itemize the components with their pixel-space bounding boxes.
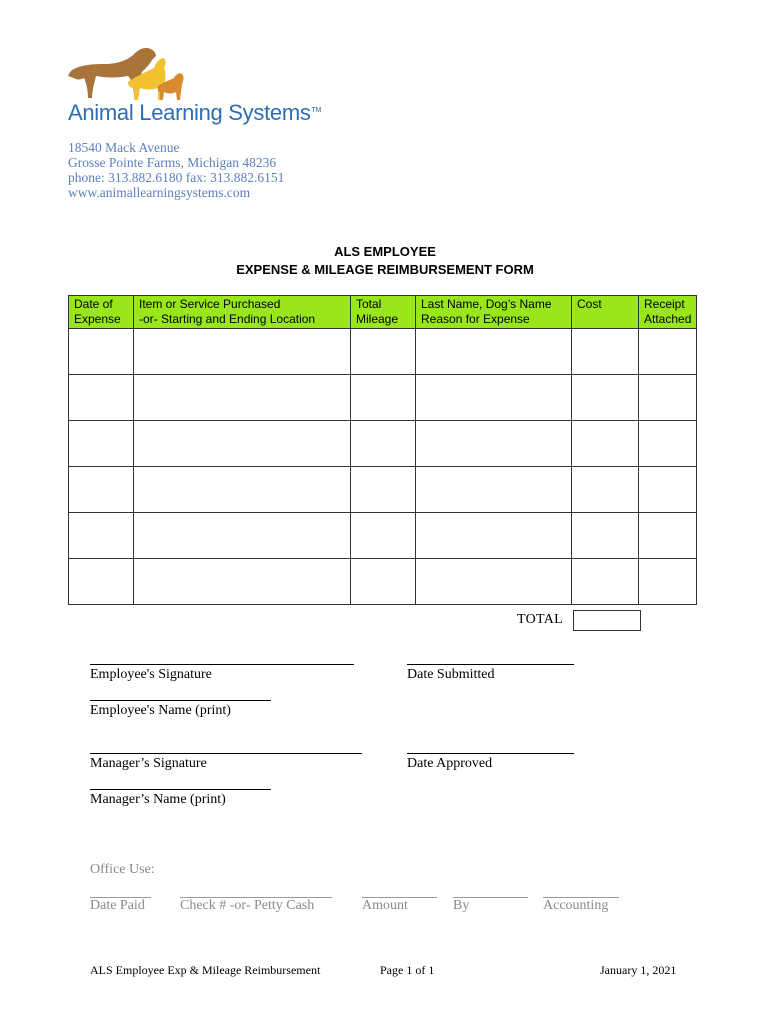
expense-table [68, 295, 697, 605]
form-title-line2: EXPENSE & MILEAGE REIMBURSEMENT FORM [236, 262, 534, 277]
brand-name [68, 100, 321, 126]
cell-item[interactable] [134, 375, 351, 421]
trademark: TM [311, 106, 322, 114]
cell-reason[interactable] [416, 421, 572, 467]
table-row [69, 421, 697, 467]
cell-cost[interactable] [572, 559, 639, 605]
table-row [69, 467, 697, 513]
cell-item[interactable] [134, 421, 351, 467]
check-petty-cash-label: Check # -or- Petty Cash [180, 898, 315, 913]
manager-name-line[interactable] [90, 789, 271, 790]
manager-signature-label: Manager’s Signature [90, 756, 207, 771]
manager-signature-line[interactable] [90, 753, 362, 754]
cell-cost[interactable] [572, 375, 639, 421]
cell-item[interactable] [134, 513, 351, 559]
address-city: Grosse Pointe Farms, Michigan 48236 [68, 155, 277, 170]
cell-receipt[interactable] [639, 421, 697, 467]
cell-date[interactable] [69, 421, 134, 467]
cell-mileage[interactable] [351, 559, 416, 605]
date-approved-label: Date Approved [407, 756, 493, 771]
employee-signature-label: Employee's Signature [90, 667, 212, 682]
cell-mileage[interactable] [351, 421, 416, 467]
cell-reason[interactable] [416, 513, 572, 559]
total-field[interactable] [573, 610, 641, 631]
employee-signature-line[interactable] [90, 664, 354, 665]
form-title-line1: ALS EMPLOYEE [334, 244, 436, 259]
cell-date[interactable] [69, 513, 134, 559]
cell-receipt[interactable] [639, 559, 697, 605]
cell-cost[interactable] [572, 467, 639, 513]
amount-label: Amount [362, 898, 408, 913]
cell-receipt[interactable] [639, 467, 697, 513]
table-row [69, 375, 697, 421]
accounting-label: Accounting [543, 898, 609, 913]
header-item: Item or Service Purchased -or- Starting and Ending Location [134, 296, 351, 329]
table-row [69, 559, 697, 605]
cell-mileage[interactable] [351, 375, 416, 421]
footer-date: January 1, 2021 [600, 963, 677, 977]
office-use-heading: Office Use: [90, 862, 155, 877]
date-submitted-line[interactable] [407, 664, 574, 665]
date-approved-line[interactable] [407, 753, 574, 754]
by-label: By [453, 898, 470, 913]
header-receipt: Receipt Attached [639, 296, 697, 329]
header-mileage: Total Mileage [351, 296, 416, 329]
header-date: Date of Expense [69, 296, 134, 329]
manager-name-label: Manager’s Name (print) [90, 792, 226, 807]
cell-item[interactable] [134, 559, 351, 605]
table-row [69, 513, 697, 559]
cell-receipt[interactable] [639, 329, 697, 375]
cell-receipt[interactable] [639, 375, 697, 421]
address-phone: phone: 313.882.6180 fax: 313.882.6151 [68, 170, 285, 185]
employee-name-line[interactable] [90, 700, 271, 701]
date-submitted-label: Date Submitted [407, 667, 495, 682]
table-row [69, 329, 697, 375]
footer-page-number: Page 1 of 1 [380, 963, 435, 977]
cell-date[interactable] [69, 329, 134, 375]
cell-date[interactable] [69, 467, 134, 513]
cell-date[interactable] [69, 559, 134, 605]
cell-cost[interactable] [572, 513, 639, 559]
header-cost: Cost [572, 296, 639, 329]
total-label: TOTAL [517, 612, 564, 627]
footer-form-name: ALS Employee Exp & Mileage Reimbursement [90, 963, 321, 977]
header-reason: Last Name, Dog’s Name Reason for Expense [416, 296, 572, 329]
cell-reason[interactable] [416, 375, 572, 421]
cell-receipt[interactable] [639, 513, 697, 559]
cell-cost[interactable] [572, 329, 639, 375]
dogs-logo-icon [66, 42, 186, 104]
cell-reason[interactable] [416, 559, 572, 605]
cell-item[interactable] [134, 467, 351, 513]
address-street: 18540 Mack Avenue [68, 140, 180, 155]
cell-reason[interactable] [416, 329, 572, 375]
employee-name-label: Employee's Name (print) [90, 703, 231, 718]
date-paid-label: Date Paid [90, 898, 145, 913]
table-header-row [69, 296, 697, 329]
address-website: www.animallearningsystems.com [68, 185, 251, 200]
cell-mileage[interactable] [351, 329, 416, 375]
brand-text: Animal Learning Systems [68, 100, 311, 125]
cell-cost[interactable] [572, 421, 639, 467]
cell-date[interactable] [69, 375, 134, 421]
cell-item[interactable] [134, 329, 351, 375]
cell-reason[interactable] [416, 467, 572, 513]
cell-mileage[interactable] [351, 467, 416, 513]
cell-mileage[interactable] [351, 513, 416, 559]
